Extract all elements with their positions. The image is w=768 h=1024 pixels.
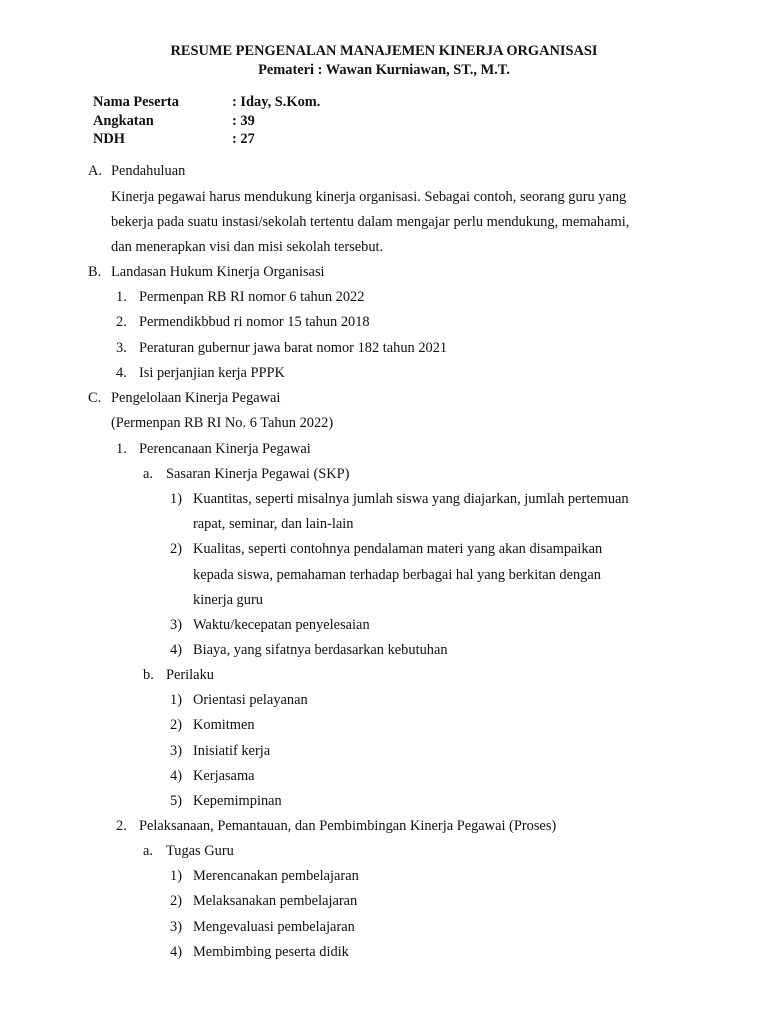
point-marker: 1): [170, 868, 182, 884]
point-marker: 1): [170, 491, 182, 507]
participant-cohort-value: : 39: [232, 112, 255, 129]
document-subtitle: Pemateri : Wawan Kurniawan, ST., M.T.: [258, 62, 510, 78]
point-text: rapat, seminar, dan lain-lain: [193, 516, 354, 532]
section-a-marker: A.: [88, 163, 102, 179]
list-item: Pelaksanaan, Pemantauan, dan Pembimbingan Kinerja Pegawai (Proses): [139, 818, 557, 834]
section-c-note: (Permenpan RB RI No. 6 Tahun 2022): [111, 415, 334, 431]
list-item-marker: 3.: [116, 340, 127, 356]
sublist-item-marker: a.: [143, 843, 153, 859]
point-marker: 4): [170, 642, 182, 658]
participant-ndh-label: NDH: [93, 131, 125, 147]
section-a-paragraph-line: dan menerapkan visi dan misi sekolah tersebut.: [111, 239, 384, 255]
point-marker: 2): [170, 717, 182, 733]
section-c-marker: C.: [88, 390, 102, 406]
point-text: kepada siswa, pemahaman terhadap berbagai hal yang berkitan dengan: [193, 567, 601, 583]
list-item: Peraturan gubernur jawa barat nomor 182 tahun 2021: [139, 340, 448, 356]
point-text: Inisiatif kerja: [193, 743, 271, 759]
list-item-marker: 2.: [116, 314, 127, 330]
point-text: Kerjasama: [193, 768, 255, 784]
section-b-marker: B.: [88, 264, 102, 280]
section-a-paragraph-line: bekerja pada suatu instasi/sekolah tertentu dalam mengajar perlu mendukung, memahami,: [111, 214, 630, 230]
point-text: Membimbing peserta didik: [193, 944, 349, 960]
point-text: Biaya, yang sifatnya berdasarkan kebutuhan: [193, 642, 448, 658]
participant-cohort-label: Angkatan: [93, 112, 154, 129]
list-item-marker: 4.: [116, 365, 127, 381]
sublist-item: Tugas Guru: [166, 843, 234, 859]
list-item: Permenpan RB RI nomor 6 tahun 2022: [139, 289, 365, 305]
point-text: Orientasi pelayanan: [193, 692, 308, 708]
point-marker: 3): [170, 743, 182, 759]
point-text: Merencanakan pembelajaran: [193, 868, 359, 884]
list-item: Isi perjanjian kerja PPPK: [139, 365, 285, 381]
point-marker: 4): [170, 768, 182, 784]
point-text: kinerja guru: [193, 592, 263, 608]
sublist-item-marker: b.: [143, 667, 154, 683]
sublist-item-marker: a.: [143, 466, 153, 482]
participant-ndh-value: : 27: [232, 131, 255, 147]
section-a-heading: Pendahuluan: [111, 163, 186, 179]
point-marker: 1): [170, 692, 182, 708]
point-marker: 3): [170, 617, 182, 633]
point-text: Kuantitas, seperti misalnya jumlah siswa yang diajarkan, jumlah pertemuan: [193, 491, 629, 507]
list-item: Permendikbbud ri nomor 15 tahun 2018: [139, 314, 370, 330]
participant-name-value: : Iday, S.Kom.: [232, 94, 321, 110]
list-item-marker: 1.: [116, 441, 127, 457]
point-text: Melaksanakan pembelajaran: [193, 893, 358, 909]
point-text: Kepemimpinan: [193, 793, 282, 809]
point-marker: 2): [170, 893, 182, 909]
section-b-heading: Landasan Hukum Kinerja Organisasi: [111, 264, 325, 280]
sublist-item: Sasaran Kinerja Pegawai (SKP): [166, 466, 350, 482]
list-item: Perencanaan Kinerja Pegawai: [139, 441, 311, 457]
participant-name-label: Nama Peserta: [93, 94, 179, 110]
point-marker: 4): [170, 944, 182, 960]
point-text: Kualitas, seperti contohnya pendalaman materi yang akan disampaikan: [193, 541, 603, 557]
point-text: Waktu/kecepatan penyelesaian: [193, 617, 370, 633]
section-a-paragraph-line: Kinerja pegawai harus mendukung kinerja organisasi. Sebagai contoh, seorang guru yang: [111, 189, 627, 205]
document-title: RESUME PENGENALAN MANAJEMEN KINERJA ORGANISASI: [170, 43, 598, 59]
point-text: Komitmen: [193, 717, 255, 733]
point-text: Mengevaluasi pembelajaran: [193, 919, 355, 935]
point-marker: 2): [170, 541, 182, 557]
section-c-heading: Pengelolaan Kinerja Pegawai: [111, 390, 281, 406]
sublist-item: Perilaku: [166, 667, 214, 683]
point-marker: 3): [170, 919, 182, 935]
list-item-marker: 2.: [116, 818, 127, 834]
point-marker: 5): [170, 793, 182, 809]
list-item-marker: 1.: [116, 289, 127, 305]
